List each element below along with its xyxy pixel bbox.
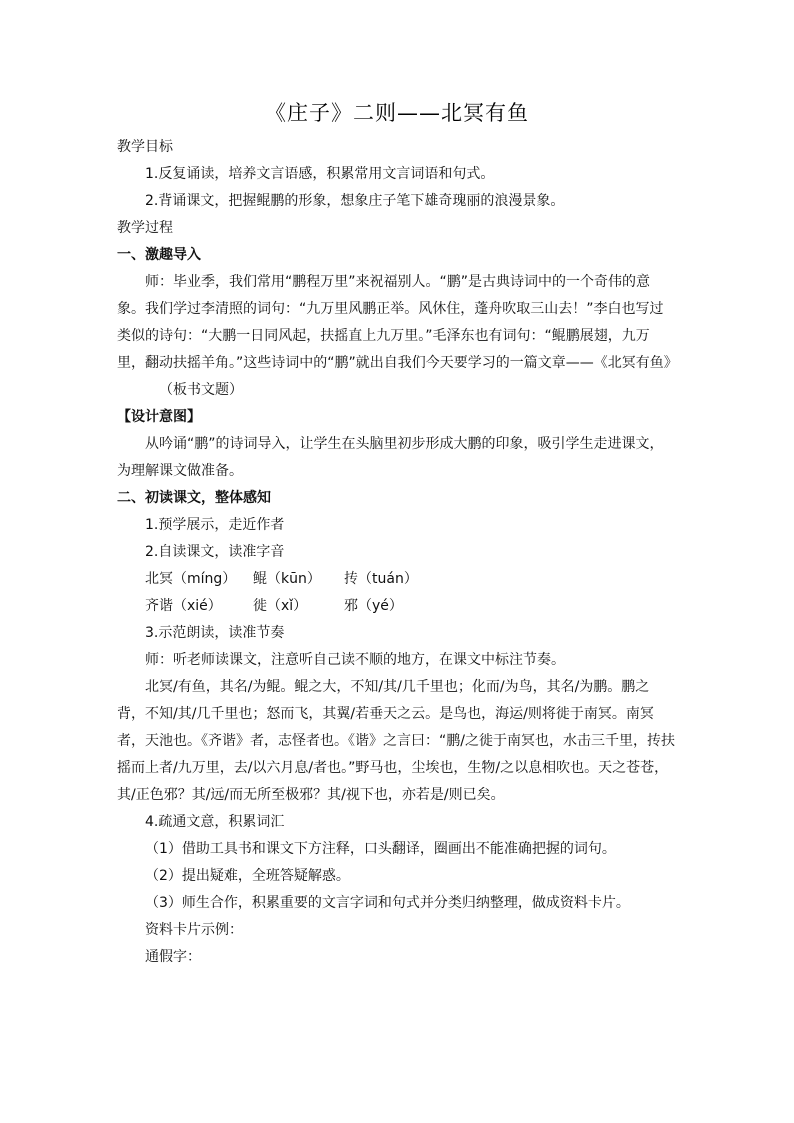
design-paragraph: 从吟诵“鹏”的诗词导入，让学生在头脑里初步形成大鹏的印象，吸引学生走进课文，为理解课文做准备。 bbox=[117, 436, 664, 479]
pinyin-item: 北冥（míng） bbox=[145, 571, 237, 587]
step-3: 3.示范朗读，读准节奏 bbox=[145, 625, 285, 641]
pinyin-item: 齐谐（xié） bbox=[145, 598, 222, 614]
pinyin-row bbox=[117, 593, 675, 620]
pinyin-item: 抟（tuán） bbox=[344, 571, 418, 587]
pinyin-item: 徙（xǐ） bbox=[253, 598, 308, 614]
reading-passage: 北冥/有鱼，其名/为鲲。鲲之大，不知/其/几千里也；化而/为鸟，其名/为鹏。鹏之背，不知/其/几千里也；怒而飞，其翼/若垂天之云。是鸟也，海运/则将徙于南冥。南冥者，天池也。《齐谐》者，志怪者也。《谐》之言曰：“鹏/之徙于南冥也，水击三千里，抟扶摇而上者/九万里，去/以六月息/者也。”野马也，尘埃也，生物/之以息相吹也。天之苍苍，其/正色邪？其/远/而无所至极邪？其/视下也，亦若是/则已矣。 bbox=[117, 679, 675, 803]
pinyin-item: 邪（yé） bbox=[344, 598, 403, 614]
sub-step: （3）师生合作，积累重要的文言字词和句式并分类归纳整理，做成资料卡片。 bbox=[145, 895, 630, 911]
section1-heading: 一、激趣导入 bbox=[117, 247, 201, 263]
tongjiazi-label: 通假字： bbox=[145, 949, 201, 965]
section2-heading: 二、初读课文，整体感知 bbox=[117, 490, 271, 506]
step-1: 1.预学展示，走近作者 bbox=[145, 517, 285, 533]
step-2: 2.自读课文，读准字音 bbox=[145, 544, 285, 560]
sub-step: （2）提出疑难，全班答疑解惑。 bbox=[145, 868, 350, 884]
process-heading: 教学过程 bbox=[117, 220, 173, 236]
goal-item: 1.反复诵读，培养文言语感，积累常用文言词语和句式。 bbox=[145, 166, 495, 182]
step-4: 4.疏通文意，积累词汇 bbox=[145, 814, 285, 830]
document-body bbox=[117, 134, 678, 971]
board-note: （板书文题） bbox=[159, 382, 243, 398]
page-title: 《庄子》二则——北冥有鱼 bbox=[265, 101, 529, 125]
teacher-instruction: 师：听老师读课文，注意听自己读不顺的地方，在课文中标注节奏。 bbox=[145, 652, 565, 668]
goals-heading: 教学目标 bbox=[117, 139, 173, 155]
pinyin-row bbox=[117, 566, 675, 593]
pinyin-item: 鲲（kūn） bbox=[253, 571, 321, 587]
card-example-label: 资料卡片示例： bbox=[145, 922, 243, 938]
intro-paragraph: 师：毕业季，我们常用“鹏程万里”来祝福别人。“鹏”是古典诗词中的一个奇伟的意象。我们学过李清照的词句：“九万里风鹏正举。风休住，蓬舟吹取三山去！”李白也写过类似的诗句：“大鹏一日同风起，扶摇直上九万里。”毛泽东也有词句：“鲲鹏展翅，九万里，翻动扶摇羊角。”这些诗词中的“鹏”就出自我们今天要学习的一篇文章——《北冥有鱼》 bbox=[117, 274, 678, 371]
sub-step: （1）借助工具书和课文下方注释，口头翻译，圈画出不能准确把握的词句。 bbox=[145, 841, 616, 857]
design-heading: 【设计意图】 bbox=[117, 409, 201, 425]
goal-item: 2.背诵课文，把握鲲鹏的形象，想象庄子笔下雄奇瑰丽的浪漫景象。 bbox=[145, 193, 565, 209]
